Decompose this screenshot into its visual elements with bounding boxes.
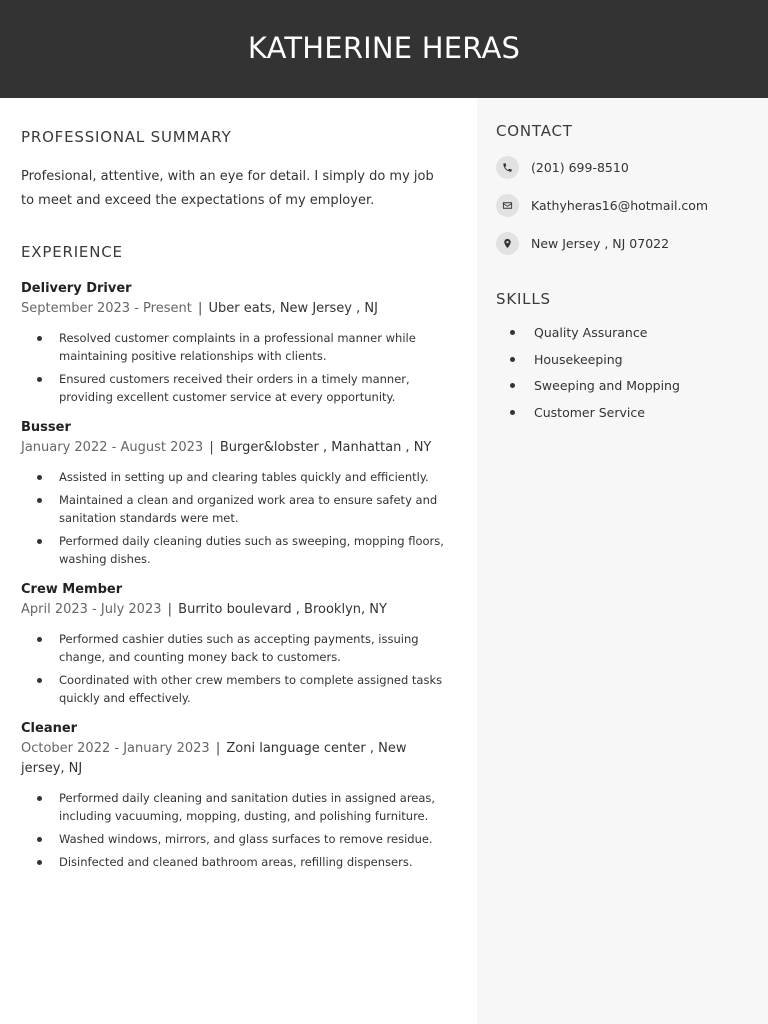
summary-heading: PROFESSIONAL SUMMARY <box>21 128 232 146</box>
job-title: Cleaner <box>21 721 78 736</box>
job-bullets <box>21 630 451 707</box>
contact-email <box>496 193 756 217</box>
job-bullet: Performed cashier duties such as accepting payments, issuing change, and counting money back to customers. <box>59 630 444 666</box>
contact-phone <box>496 155 756 179</box>
summary-text: Profesional, attentive, with an eye for detail. I simply do my job to meet and exceed the expectations of my employer. <box>21 169 434 208</box>
job-bullet: Performed daily cleaning duties such as sweeping, mopping floors, washing dishes. <box>59 534 444 566</box>
job-bullet: Coordinated with other crew members to complete assigned tasks quickly and effectively. <box>59 673 443 705</box>
job-dates: April 2023 - July 2023 <box>21 602 162 617</box>
contact-list <box>496 155 756 269</box>
location-text: New Jersey , NJ 07022 <box>531 235 670 251</box>
skill-item: Housekeeping <box>534 351 680 369</box>
job-bullet: Resolved customer complaints in a professional manner while maintaining positive relationships with clients. <box>59 329 444 365</box>
job-entry <box>21 418 451 568</box>
job-dates: January 2022 - August 2023 <box>21 440 204 455</box>
contact-heading: CONTACT <box>496 122 573 140</box>
job-meta <box>21 600 451 620</box>
candidate-name: KATHERINE HERAS <box>247 31 521 65</box>
job-dates: September 2023 - Present <box>21 301 192 316</box>
job-separator: | <box>167 602 173 617</box>
phone-icon <box>496 156 519 179</box>
contact-location <box>496 231 756 255</box>
job-meta <box>21 299 451 319</box>
job-entry <box>21 580 451 707</box>
job-separator: | <box>215 741 221 756</box>
job-separator: | <box>197 301 203 316</box>
resume-header <box>0 0 768 98</box>
job-company: Zoni language center , New jersey, NJ <box>21 741 407 776</box>
job-bullet: Assisted in setting up and clearing tables quickly and efficiently. <box>59 468 444 486</box>
experience-heading: EXPERIENCE <box>21 243 123 261</box>
experience-list <box>21 279 451 883</box>
skill-item: Sweeping and Mopping <box>534 378 680 393</box>
job-bullets <box>21 329 451 406</box>
job-bullet: Performed daily cleaning and sanitation duties in assigned areas, including vacuuming, mopping, dusting, and polishing furniture. <box>59 789 444 825</box>
job-dates: October 2022 - January 2023 <box>21 741 210 756</box>
skill-item: Quality Assurance <box>534 324 680 342</box>
job-company: Uber eats, New Jersey , NJ <box>208 301 378 316</box>
job-bullets <box>21 789 451 871</box>
skill-item: Customer Service <box>534 404 680 422</box>
email-icon <box>496 194 519 217</box>
job-entry <box>21 279 451 406</box>
job-company: Burger&lobster , Manhattan , NY <box>219 440 432 455</box>
job-entry <box>21 719 451 871</box>
email-address: Kathyheras16@hotmail.com <box>531 197 709 213</box>
job-bullets <box>21 468 451 568</box>
skills-list <box>534 324 680 430</box>
location-pin-icon <box>496 232 519 255</box>
job-bullet: Ensured customers received their orders in a timely manner, providing excellent customer service at every opportunity. <box>59 370 444 406</box>
job-company: Burrito boulevard , Brooklyn, NY <box>178 602 387 617</box>
phone-number: (201) 699-8510 <box>531 159 629 175</box>
job-bullet: Maintained a clean and organized work area to ensure safety and sanitation standards were met. <box>59 491 444 527</box>
skills-heading: SKILLS <box>496 290 551 308</box>
job-separator: | <box>209 440 214 455</box>
job-title: Delivery Driver <box>21 281 132 296</box>
job-meta <box>21 438 451 458</box>
job-bullet: Washed windows, mirrors, and glass surfaces to remove residue. <box>59 830 444 848</box>
job-title: Crew Member <box>21 582 123 597</box>
job-title: Busser <box>21 420 71 435</box>
job-bullet: Disinfected and cleaned bathroom areas, refilling dispensers. <box>59 853 444 871</box>
job-meta <box>21 739 451 779</box>
